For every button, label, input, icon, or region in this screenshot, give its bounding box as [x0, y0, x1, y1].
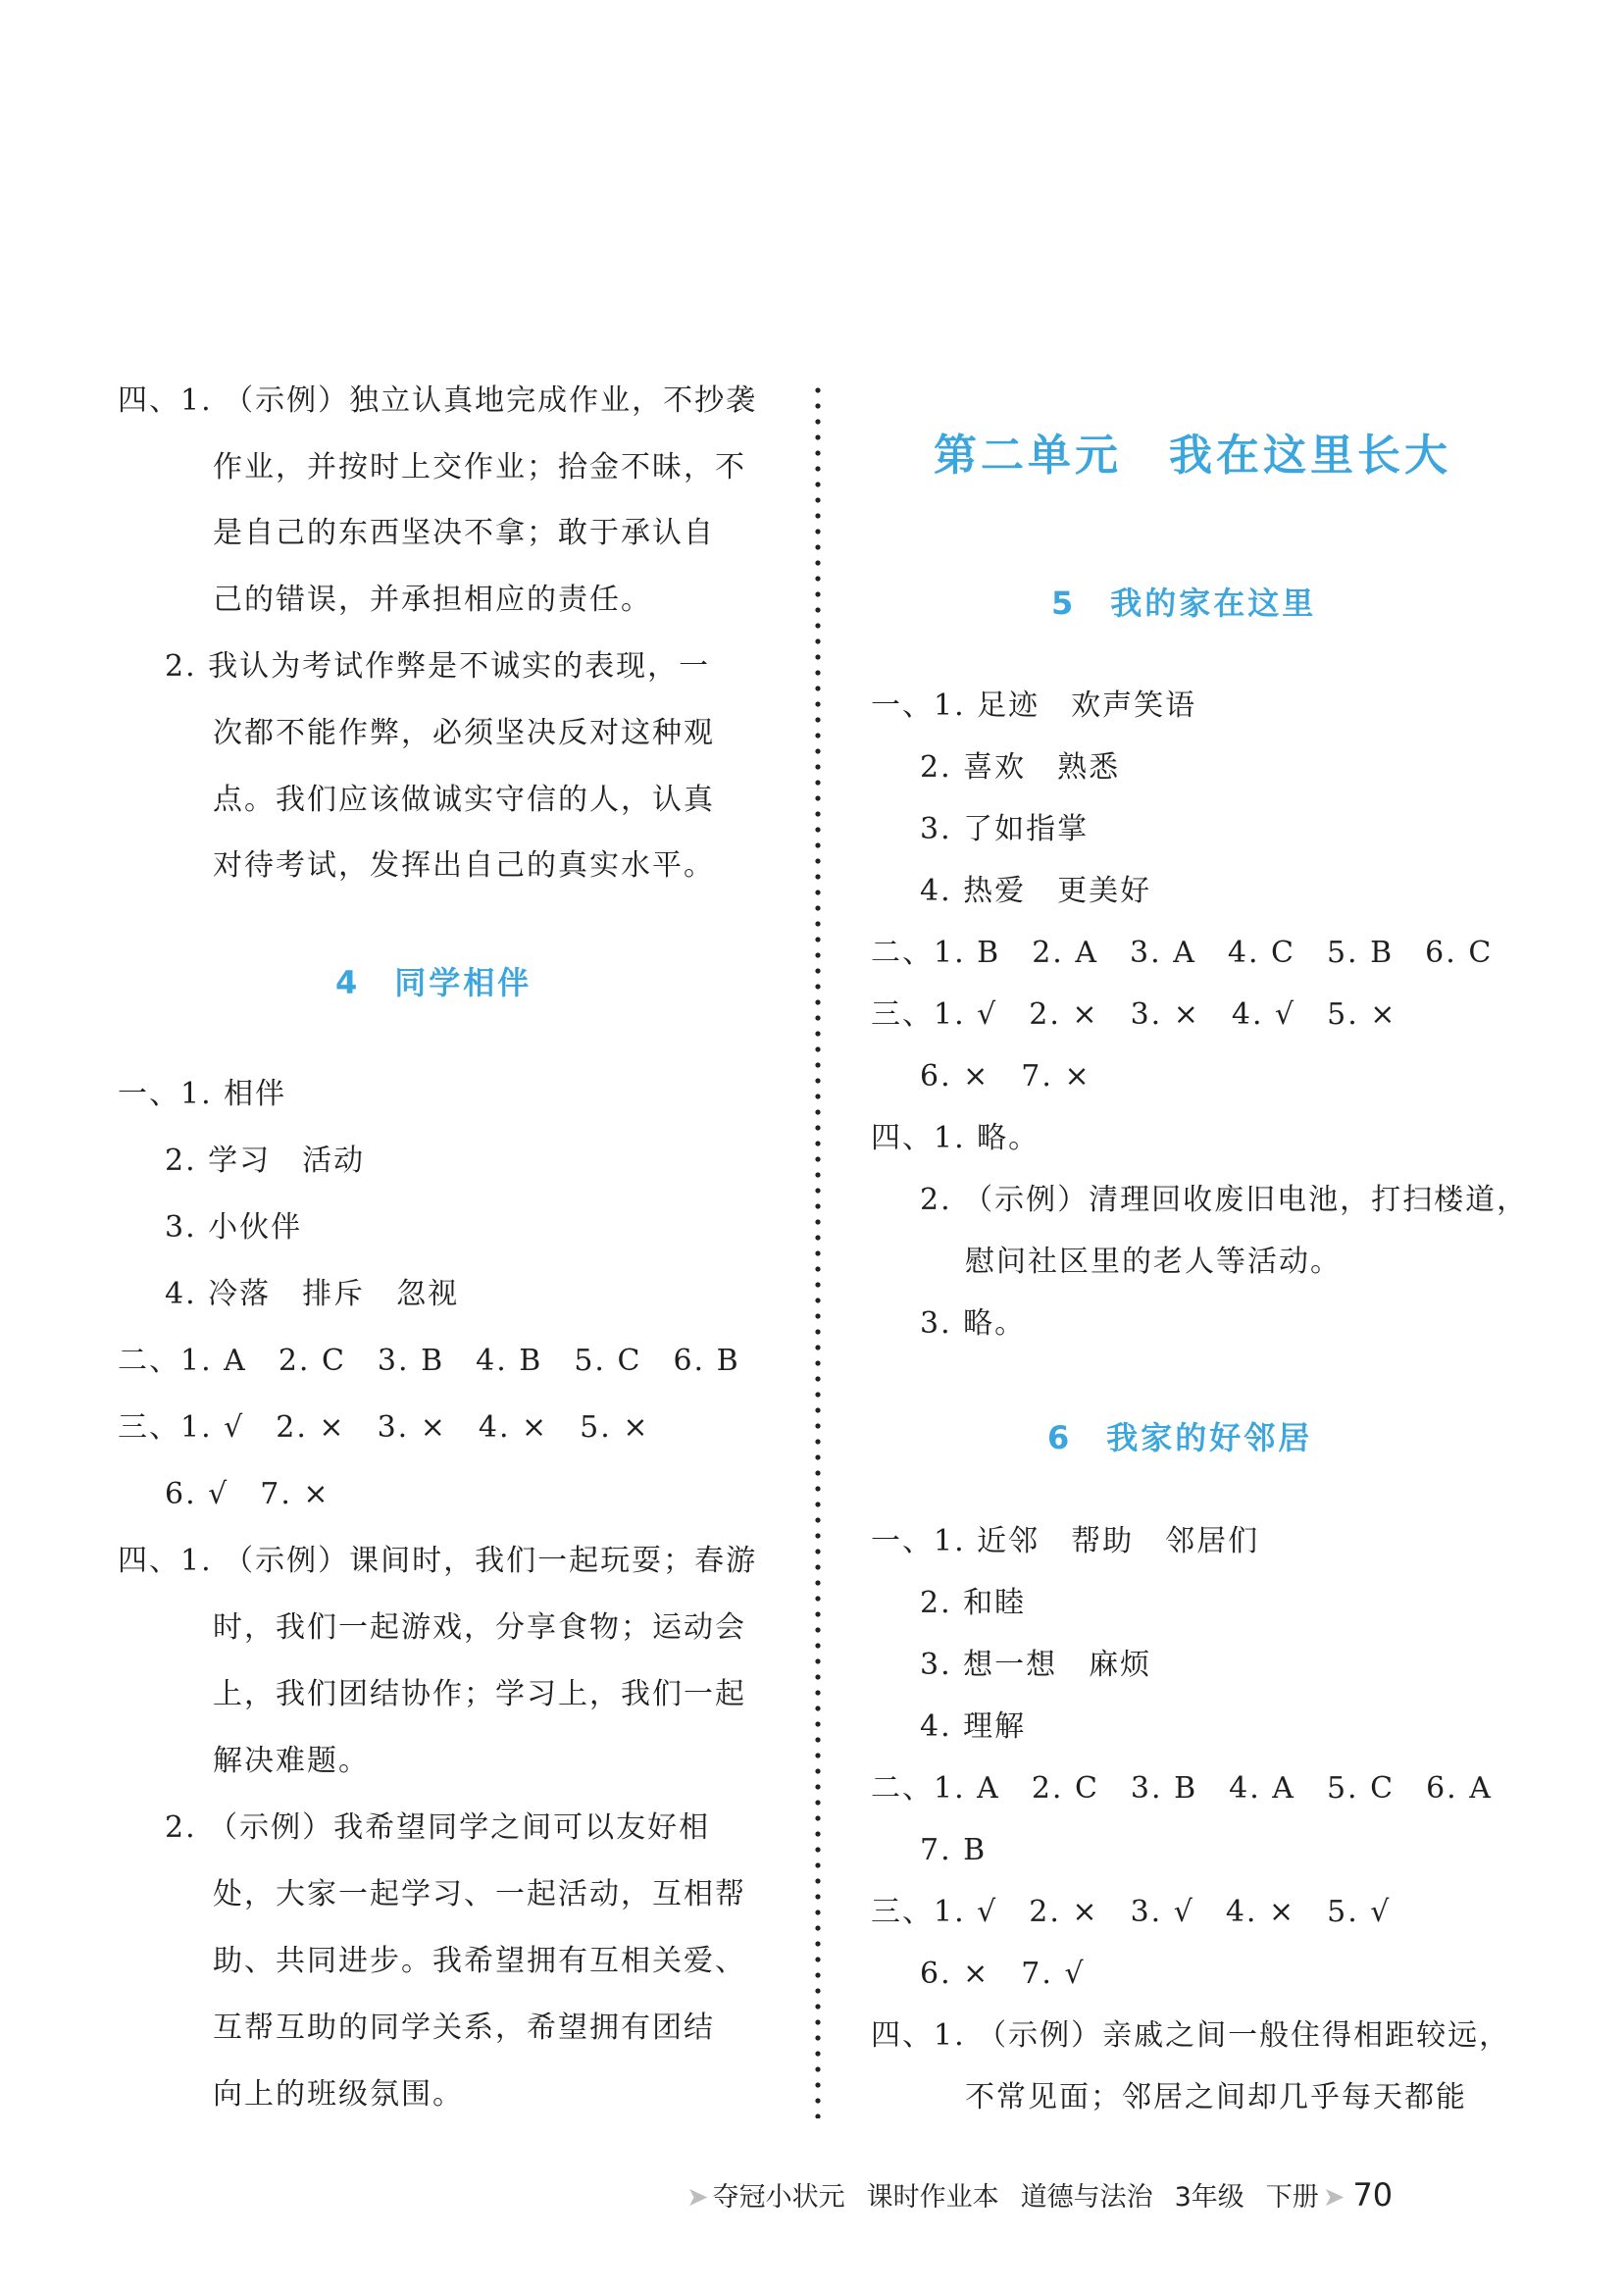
chevron-right-icon: ➤	[1322, 2182, 1345, 2213]
answer-line: 四、1. （示例）独立认真地完成作业，不抄袭	[118, 383, 758, 418]
answer-line: 一、1. 近邻 帮助 邻居们	[871, 1524, 1260, 1558]
answer-line: 三、1. √ 2. × 3. × 4. √ 5. ×	[871, 997, 1397, 1032]
answer-line: 作业，并按时上交作业；拾金不昧，不	[213, 450, 746, 484]
answer-line: 2. 学习 活动	[165, 1144, 366, 1178]
answer-line: 6. × 7. ×	[920, 1059, 1091, 1094]
answer-line: 6. √ 7. ×	[165, 1477, 330, 1511]
answer-line: 3. 想一想 麻烦	[920, 1648, 1152, 1682]
dotted-column-divider	[815, 382, 821, 2118]
answer-line: 4. 理解	[920, 1709, 1027, 1744]
answer-line: 2. 我认为考试作弊是不诚实的表现，一	[165, 649, 711, 684]
answer-line: 上，我们团结协作；学习上，我们一起	[213, 1677, 746, 1711]
footer-volume: 下册	[1265, 2182, 1319, 2213]
answer-line: 四、1. （示例）课间时，我们一起玩耍；春游	[118, 1544, 758, 1578]
answer-line: 7. B	[920, 1833, 988, 1867]
answer-line: 互帮互助的同学关系，希望拥有团结	[213, 2011, 715, 2045]
answer-line: 4. 热爱 更美好	[920, 874, 1152, 908]
answer-line: 解决难题。	[213, 1744, 370, 1778]
answer-line: 次都不能作弊，必须坚决反对这种观	[213, 716, 715, 750]
answer-line: 是自己的东西坚决不拿；敢于承认自	[213, 516, 715, 550]
answer-line: 助、共同进步。我希望拥有互相关爱、	[213, 1944, 746, 1978]
answer-line: 己的错误，并承担相应的责任。	[213, 583, 652, 617]
answer-line: 二、1. A 2. C 3. B 4. A 5. C 6. A	[871, 1771, 1493, 1806]
answer-line: 6. × 7. √	[920, 1957, 1086, 1991]
answer-line: 处，大家一起学习、一起活动，互相帮	[213, 1877, 746, 1911]
page-footer	[686, 2175, 1393, 2215]
answer-line: 三、1. √ 2. × 3. × 4. × 5. ×	[118, 1410, 650, 1445]
answer-line: 不常见面；邻居之间却几乎每天都能	[965, 2080, 1467, 2114]
answer-line: 对待考试，发挥出自己的真实水平。	[213, 848, 715, 883]
answer-line: 一、1. 足迹 欢声笑语	[871, 688, 1197, 723]
answer-line: 2. （示例）我希望同学之间可以友好相	[165, 1810, 711, 1845]
unit-title: 第二单元 我在这里长大	[934, 431, 1451, 481]
page-number: 70	[1352, 2176, 1394, 2214]
answer-line: 点。我们应该做诚实守信的人，认真	[213, 783, 715, 817]
answer-line: 一、1. 相伴	[118, 1077, 287, 1111]
footer-grade: 3年级	[1174, 2182, 1244, 2213]
answer-line: 向上的班级氛围。	[213, 2077, 464, 2112]
footer-subject: 道德与法治	[1020, 2182, 1153, 2213]
answer-line: 2. 喜欢 熟悉	[920, 750, 1121, 785]
answer-line: 二、1. A 2. C 3. B 4. B 5. C 6. B	[118, 1344, 740, 1378]
answer-line: 3. 略。	[920, 1306, 1027, 1341]
section-heading-4: 4 同学相伴	[335, 964, 533, 1001]
chevron-right-icon: ➤	[686, 2182, 709, 2213]
answer-line: 四、1. （示例）亲戚之间一般住得相距较远，	[871, 2018, 1511, 2053]
answer-line: 3. 了如指掌	[920, 812, 1090, 846]
answer-line: 慰问社区里的老人等活动。	[965, 1245, 1342, 1279]
answer-line: 3. 小伙伴	[165, 1210, 303, 1245]
answer-line: 三、1. √ 2. × 3. √ 4. × 5. √	[871, 1895, 1392, 1929]
section-heading-5: 5 我的家在这里	[1051, 585, 1317, 622]
answer-line: 2. （示例）清理回收废旧电池，打扫楼道，	[920, 1183, 1529, 1217]
section-heading-6: 6 我家的好邻居	[1047, 1419, 1313, 1456]
answer-line: 4. 冷落 排斥 忽视	[165, 1277, 460, 1311]
answer-line: 二、1. B 2. A 3. A 4. C 5. B 6. C	[871, 936, 1494, 970]
footer-brand: 夺冠小状元	[712, 2182, 845, 2213]
answer-line: 四、1. 略。	[871, 1121, 1040, 1155]
answer-line: 时，我们一起游戏，分享食物；运动会	[213, 1610, 746, 1645]
footer-book: 课时作业本	[866, 2182, 999, 2213]
answer-line: 2. 和睦	[920, 1586, 1027, 1620]
